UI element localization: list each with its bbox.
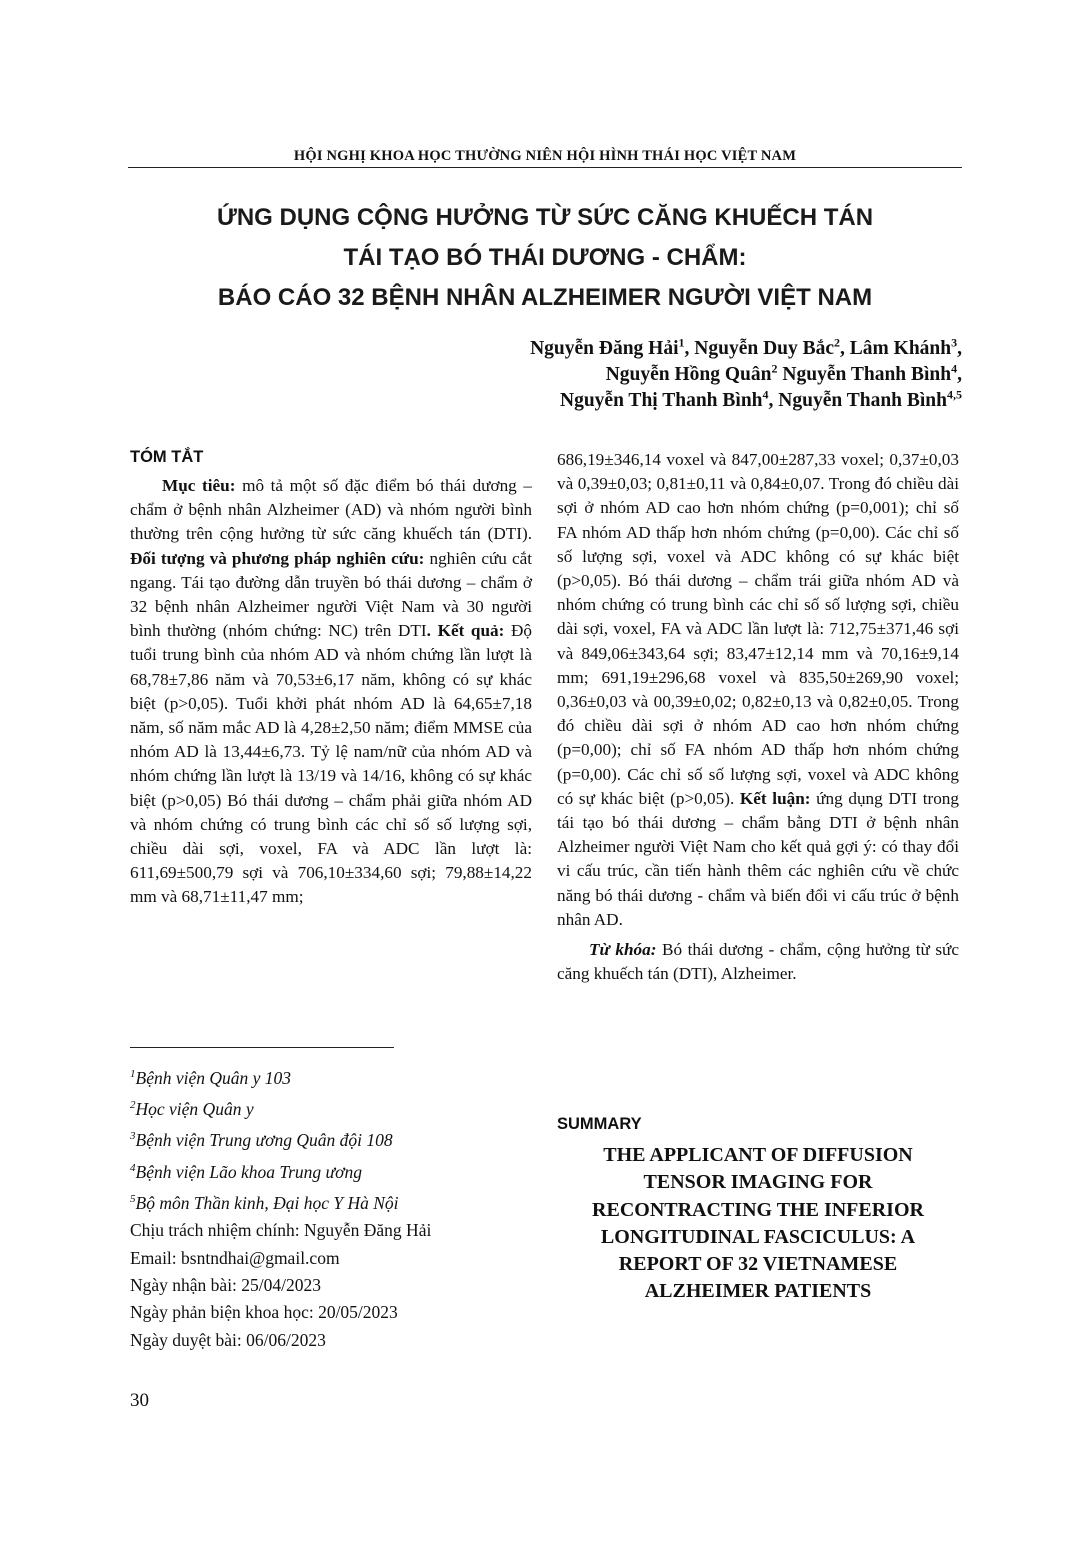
affiliation-mark: 1: [678, 335, 685, 350]
summary-title-line: TENSOR IMAGING FOR: [643, 1171, 873, 1194]
date-approved: Ngày duyệt bài: 06/06/2023: [130, 1329, 326, 1350]
footnote-text: Học viện Quân y: [135, 1099, 254, 1120]
journal-header: HỘI NGHỊ KHOA HỌC THƯỜNG NIÊN HỘI HÌNH THÁI HỌC VIỆT NAM: [293, 148, 797, 164]
affiliation-footnote: [130, 1061, 550, 1092]
email: Email: bsntndhai@gmail.com: [130, 1247, 340, 1268]
conclusion-text: ứng dụng DTI trong tái tạo bó thái dương – chẩm bằng DTI ở bệnh nhân Alzheimer người Việt Nam cho kết quả gợi ý: có thay đổi vi cấu trúc, cần tiến hành thêm các nghiên cứu về chức năng bó thái dương - chẩm và biến đổi vi cấu trúc ở bệnh nhân AD.: [557, 788, 959, 929]
footnote-mark: 1: [130, 1068, 136, 1080]
author-line-1: Nguyễn Đăng Hải$^1$, Nguyễn Duy Bắc$^2$, Lâm Khánh$^3$,: [530, 335, 962, 359]
affiliation-mark: 4: [762, 387, 769, 402]
author-name: Lâm Khánh: [849, 338, 952, 359]
footnote-text: Bộ môn Thần kinh, Đại học Y Hà Nội: [135, 1192, 399, 1213]
footnote-mark: 2: [130, 1099, 136, 1112]
affiliation-mark: 4: [951, 361, 958, 376]
author-name: Nguyễn Hồng Quân: [605, 364, 772, 385]
author-line-3: Nguyễn Thị Thanh Bình$^4$, Nguyễn Thanh Bình$^{4,5}$: [559, 387, 962, 411]
author-name: Nguyễn Đăng Hải: [530, 338, 679, 359]
affiliation-mark: 3: [951, 335, 958, 350]
author-name: Nguyễn Thanh Bình: [778, 390, 947, 411]
summary-heading: SUMMARY: [557, 1115, 642, 1133]
footnote-text: Bệnh viện Quân y 103: [135, 1067, 292, 1088]
abstract-paragraph: [130, 474, 532, 910]
keywords-paragraph: [557, 938, 959, 986]
footnote-mark: 3: [130, 1130, 136, 1143]
title-line-3: BÁO CÁO 32 BỆNH NHÂN ALZHEIMER NGƯỜI VIỆT NAM: [217, 284, 873, 311]
objective-text: mô tả một số đặc điểm bó thái dương – chẩm ở bệnh nhân Alzheimer (AD) và nhóm người bình thường trên cộng hưởng từ sức căng khuếch tán (DTI).: [130, 476, 532, 544]
footnote-text: Bệnh viện Trung ương Quân đội 108: [135, 1130, 393, 1151]
keywords-label: Từ khóa:: [589, 940, 657, 960]
abstract-right-column: [557, 448, 959, 986]
abstract-paragraph-continued: [557, 448, 959, 932]
summary-title: [557, 1142, 959, 1306]
results-text-right: 686,19±346,14 voxel và 847,00±287,33 voxel; 0,37±0,03 và 0,39±0,03; 0,81±0,11 và 0,84±0,07. Trong đó chiều dài sợi ở nhóm AD cao hơn nhóm chứng (p=0,001); chỉ số FA nhóm AD thấp hơn nhóm chứng (p=0,00). Các chỉ số số lượng sợi, voxel và ADC không có sự khác biệt (p>0,05). Bó thái dương – chẩm trái giữa nhóm AD và nhóm chứng có trung bình các chỉ số số lượng sợi, chiều dài sợi, voxel, FA và ADC lần lượt là: 712,75±371,46 sợi và 849,06±343,64 sợi; 83,47±12,14 mm và 70,16±9,14 mm; 691,19±296,68 voxel và 835,50±269,90 voxel; 0,36±0,03 và 00,39±0,02; 0,82±0,13 và 0,82±0,05. Trong đó chiều dài sợi ở nhóm AD cao hơn nhóm chứng (p=0,00); chỉ số FA nhóm AD thấp hơn nhóm chứng (p=0,00). Các chỉ số số lượng sợi, voxel và ADC không có sự khác biệt (p>0,05).: [557, 450, 959, 808]
corresponding-author: Chịu trách nhiệm chính: Nguyễn Đăng Hải: [130, 1220, 432, 1241]
results-text-left: Độ tuổi trung bình của nhóm AD và nhóm chứng lần lượt là 68,78±7,86 năm và 70,53±6,17 năm, không có sự khác biệt (p>0,05). Tuổi khởi phát nhóm AD là 64,65±7,18 năm, số năm mắc AD là 4,28±2,50 năm; điểm MMSE của nhóm AD là 13,44±6,73. Tỷ lệ nam/nữ của nhóm AD và nhóm chứng lần lượt là 13/19 và 14/16, không có sự khác biệt (p>0,05) Bó thái dương – chẩm phải giữa nhóm AD và nhóm chứng có trung bình các chỉ số số lượng sợi, chiều dài sợi, voxel, FA và ADC lần lượt là: 611,69±500,79 sợi và 706,10±334,60 sợi; 79,88±14,22 mm và 68,71±11,47 mm;: [130, 621, 533, 907]
footnote-mark: 4: [130, 1161, 136, 1174]
author-name: Nguyễn Thanh Bình: [782, 364, 952, 385]
affiliation-mark: 4,5: [947, 387, 962, 402]
methods-text: nghiên cứu cắt ngang. Tái tạo đường dẫn truyền bó thái dương – chẩm ở 32 bệnh nhân Alzheimer người Việt Nam và 30 người bình thường (nhóm chứng: NC) trên DTI: [130, 548, 532, 641]
affiliation-mark: 2: [834, 335, 841, 350]
header-rule: [128, 167, 962, 168]
title-line-1: ỨNG DỤNG CỘNG HƯỞNG TỪ SỨC CĂNG KHUẾCH TÁN: [216, 204, 874, 231]
article-title: [128, 198, 962, 318]
results-label: Kết quả:: [437, 621, 505, 641]
affiliation-mark: 2: [771, 361, 778, 376]
summary-title-line: LONGITUDINAL FASCICULUS: A: [600, 1225, 916, 1248]
summary-title-line: ALZHEIMER PATIENTS: [644, 1280, 872, 1303]
abstract-heading: TÓM TẮT: [130, 448, 204, 466]
affiliation-footnote: [130, 1092, 550, 1123]
date-received: Ngày nhận bài: 25/04/2023: [130, 1274, 322, 1295]
conclusion-label: Kết luận:: [739, 788, 811, 808]
author-line-2: Nguyễn Hồng Quân$^2$ Nguyễn Thanh Bình$^4$,: [605, 361, 962, 385]
footnotes: [130, 1061, 550, 1354]
page-number: 30: [130, 1390, 149, 1411]
footnote-rule: [130, 1047, 394, 1048]
author-name: Nguyễn Duy Bắc: [694, 338, 835, 359]
keywords-text: Bó thái dương - chẩm, cộng hưởng từ sức căng khuếch tán (DTI), Alzheimer.: [557, 940, 959, 984]
methods-label: Đối tượng và phương pháp nghiên cứu:: [130, 548, 425, 568]
title-line-2: TÁI TẠO BÓ THÁI DƯƠNG - CHẨM:: [343, 244, 747, 271]
summary-title-line: RECONTRACTING THE INFERIOR: [592, 1198, 924, 1221]
author-name: Nguyễn Thị Thanh Bình: [559, 390, 763, 411]
date-reviewed: Ngày phản biện khoa học: 20/05/2023: [130, 1302, 398, 1323]
objective-label: Mục tiêu:: [162, 476, 236, 495]
methods-end: .: [426, 621, 431, 641]
abstract-left-column: [130, 474, 532, 910]
footnote-mark: 5: [130, 1192, 136, 1205]
affiliation-footnote: [130, 1186, 550, 1217]
affiliation-footnote: [130, 1123, 550, 1154]
footnote-text: Bệnh viện Lão khoa Trung ương: [135, 1161, 362, 1182]
summary-title-line: REPORT OF 32 VIETNAMESE: [618, 1253, 898, 1276]
author-list: [362, 336, 962, 414]
summary-title-line: THE APPLICANT OF DIFFUSION: [603, 1144, 913, 1166]
affiliation-footnote: [130, 1155, 550, 1186]
